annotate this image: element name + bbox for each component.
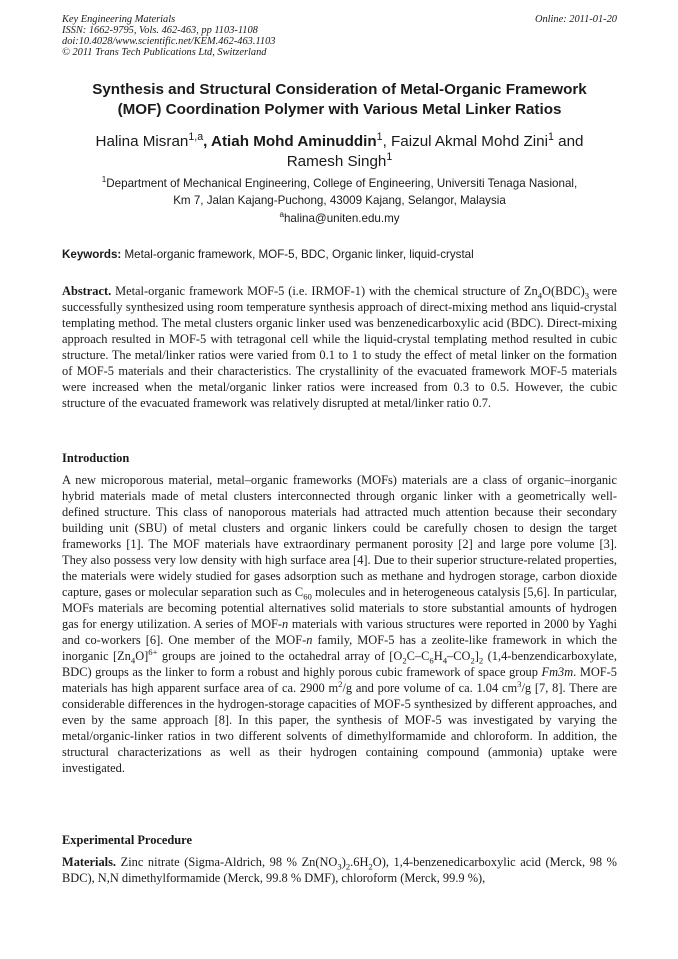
author-line-1 bbox=[62, 132, 617, 152]
subscript: 2 bbox=[345, 861, 351, 872]
subscript: 3 bbox=[337, 861, 342, 872]
subscript: 2 bbox=[478, 655, 484, 666]
body-text: A new microporous material, metal–organic frameworks (MOFs) materials are a class of organic–inorganic hybrid materials made of metal clusters interconnected through organic linker with a geometrically well-defined structure. This class of nanoporous materials had attracted much attention because their secondary building unit (SBU) of metal clusters and organic linkers could be carefully chosen to design the target frameworks [1]. The MOF materials have extraordinary permanent porosity [2] and large pore volume [3]. They also possess very low density with high surface area [4]. Due to their superior structure-related properties, the materials were widely studied for gases adsorption such as methane and hydrogen storage, carbon dioxide capture, gases or molecular separation such as C bbox=[62, 473, 617, 599]
keywords bbox=[62, 247, 617, 263]
body-text: –CO bbox=[447, 649, 471, 663]
author-email bbox=[62, 211, 617, 227]
affiliation-line-1 bbox=[62, 175, 617, 192]
abstract-text: were successfully synthesized using room temperature synthesis approach of direct-mixing method ans liquid-crystal templating method. The metal clusters organic linker used was benzenedicarboxylic acid (BDC). Direct-mixing approach resulted in MOF-5 with tetragonal cell while the liquid-crystal templating method resulted in cubic structure. The metal/linker ratios were varied from 0.1 to 1 to study the effect of metal linker on the formation of MOF-5 materials and their characteristics. The crystallinity of the evacuated framework MOF-5 materials were increased when the metal/organic linker ratios were increased from 0.3 to 0.5. However, the cubic structure of the evacuated framework was relatively disrupted at metal/linker ratio 0.7. bbox=[62, 284, 618, 410]
email-address: halina@uniten.edu.my bbox=[283, 212, 400, 225]
subscript: 4 bbox=[130, 655, 136, 666]
abstract-paragraph bbox=[62, 283, 617, 411]
title-line-2: (MOF) Coordination Polymer with Various Metal Linker Ratios bbox=[117, 101, 562, 118]
subscript: 2 bbox=[402, 655, 407, 666]
subscript: 2 bbox=[368, 861, 373, 872]
italic-text: Fm3m bbox=[541, 665, 574, 679]
author-name: Halina Misran bbox=[95, 133, 189, 150]
body-text: H bbox=[433, 649, 443, 663]
author-affil-sup: 1 bbox=[386, 150, 393, 163]
abstract-label: Abstract. bbox=[62, 284, 112, 298]
introduction-heading: Introduction bbox=[62, 451, 130, 465]
author-affil-sup: 1,a bbox=[188, 130, 204, 143]
keywords-text: Metal-organic framework, MOF-5, BDC, Organic linker, liquid-crystal bbox=[121, 248, 474, 261]
superscript: 6+ bbox=[148, 646, 158, 657]
copyright-line: © 2011 Trans Tech Publications Ltd, Switzerland bbox=[62, 47, 267, 58]
introduction-paragraph bbox=[62, 472, 617, 776]
body-text: /g and pore volume of ca. 1.04 cm bbox=[342, 681, 518, 695]
body-text: (1,4-benzendicarboxylate, BDC) groups as the linker to form a robust and highly porous cubic framework of space group bbox=[62, 649, 618, 679]
author-name: , Atiah Mohd Aminuddin bbox=[203, 133, 377, 150]
body-text: /g [7, 8]. There are considerable differences in the hydrogen-storage capacities of MOF-5 synthesized by different approaches, and even by the same approach [8]. In this paper, the synthesis of MOF-5 was investigated by varying the metal/organic-linker ratios in two different solvents of dimethylformamide and chloroform. In addition, the structural characterizations as well as their hydrogen containing compound (ammonia) uptake were investigated. bbox=[62, 681, 617, 775]
body-text: materials with various structures were reported in 2000 by Yaghi and co-workers [6]. One member of the MOF- bbox=[62, 617, 617, 647]
subscript: 3 bbox=[584, 290, 590, 301]
materials-paragraph bbox=[62, 854, 617, 886]
body-text: C–C bbox=[406, 649, 430, 663]
body-text: groups are joined to the octahedral array of [O bbox=[157, 649, 403, 663]
body-text: O] bbox=[135, 649, 149, 663]
affiliation-sup: 1 bbox=[101, 175, 107, 185]
title-line-1: Synthesis and Structural Consideration of Metal-Organic Framework bbox=[92, 81, 587, 98]
abstract-text: Metal-organic framework MOF-5 (i.e. IRMOF-1) with the chemical structure of Zn bbox=[111, 284, 538, 298]
materials-label: Materials. bbox=[62, 855, 117, 869]
body-text: O), 1,4-benzenedicarboxylic acid (Merck, 98 % BDC), N,N dimethylformamide (Merck, 99.8 % DMF), chloroform (Merck, 99.9 %), bbox=[62, 855, 617, 885]
issn-line: ISSN: 1662-9795, Vols. 462-463, pp 1103-1108 bbox=[62, 25, 258, 36]
subscript: 6 bbox=[429, 655, 434, 666]
doi-line: doi:10.4028/www.scientific.net/KEM.462-463.1103 bbox=[62, 36, 276, 47]
subscript: 4 bbox=[537, 290, 543, 301]
author-name: , Faizul Akmal Mohd Zini bbox=[382, 133, 548, 150]
keywords-label: Keywords: bbox=[62, 248, 122, 261]
abstract-text: O(BDC) bbox=[542, 284, 585, 298]
author-list bbox=[62, 132, 617, 172]
author-name: Ramesh Singh bbox=[286, 153, 387, 170]
superscript: 3 bbox=[517, 678, 522, 689]
paper-title bbox=[62, 80, 617, 120]
affiliation-text: Department of Mechanical Engineering, College of Engineering, Universiti Tenaga Nasional, bbox=[106, 177, 578, 190]
body-text: ] bbox=[474, 649, 479, 663]
body-text: ) bbox=[341, 855, 346, 869]
italic-text: n bbox=[282, 617, 289, 631]
body-text: . MOF-5 materials has high apparent surface area of ca. 2900 m bbox=[62, 665, 617, 695]
subscript: 2 bbox=[470, 655, 475, 666]
author-separator: and bbox=[553, 133, 584, 150]
journal-name: Key Engineering Materials bbox=[62, 14, 176, 25]
email-sup: a bbox=[279, 210, 284, 220]
author-affil-sup: 1 bbox=[376, 130, 383, 143]
affiliation bbox=[62, 175, 617, 209]
body-text: family, MOF-5 has a zeolite-like framework in which the inorganic [Zn bbox=[62, 633, 617, 663]
body-text: Zinc nitrate (Sigma-Aldrich, 98 % Zn(NO bbox=[116, 855, 338, 869]
body-text: .6H bbox=[350, 855, 369, 869]
online-date: Online: 2011-01-20 bbox=[534, 14, 617, 25]
experimental-heading: Experimental Procedure bbox=[62, 833, 192, 847]
author-affil-sup: 1 bbox=[548, 130, 554, 143]
journal-header bbox=[62, 14, 617, 58]
superscript: 2 bbox=[338, 678, 343, 689]
body-text: molecules and in heterogeneous catalysis [5,6]. In particular, MOFs materials are becoming potential alternatives solid materials to store substantial amounts of hydrogen gas for energy utilization. A series of MOF- bbox=[62, 585, 618, 631]
italic-text: n bbox=[306, 633, 313, 647]
subscript: 4 bbox=[442, 655, 448, 666]
author-line-2 bbox=[62, 152, 617, 172]
affiliation-line-2: Km 7, Jalan Kajang-Puchong, 43009 Kajang, Selangor, Malaysia bbox=[173, 194, 506, 207]
subscript: 60 bbox=[303, 591, 312, 602]
